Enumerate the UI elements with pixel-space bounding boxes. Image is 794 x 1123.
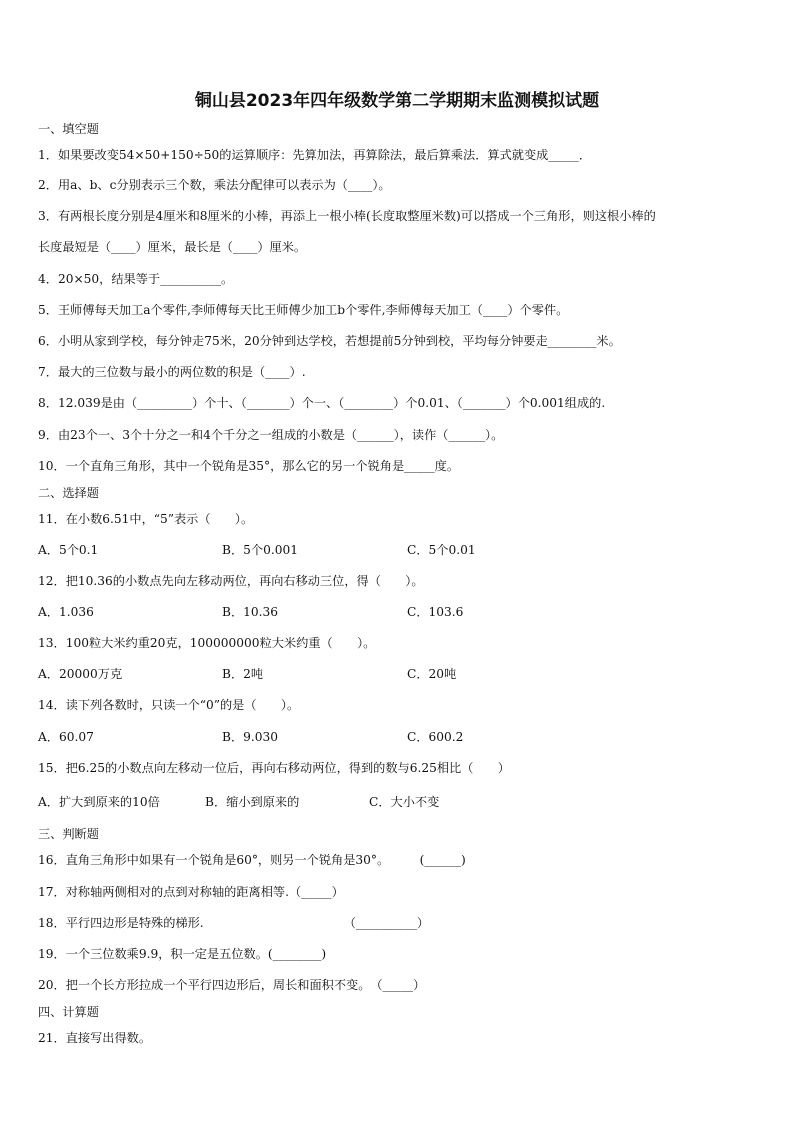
q15-option-a: A．扩大到原来的10倍 [38, 795, 160, 809]
q14-option-a: A．60.07 [38, 730, 94, 744]
section-heading-choice: 二、选择题 [38, 486, 99, 500]
q15-option-c: C．大小不变 [369, 795, 440, 809]
question-20: 20．把一个长方形拉成一个平行四边形后，周长和面积不变。 （_____） [38, 978, 426, 992]
section-heading-true-false: 三、判断题 [38, 827, 99, 841]
q12-option-a: A．1.036 [38, 605, 94, 619]
q14-option-b: B．9.030 [222, 730, 279, 744]
question-1: 1．如果要改变54×50+150÷50的运算顺序：先算加法，再算除法，最后算乘法．算式就变成_____． [38, 148, 592, 162]
page-title: 铜山县2023年四年级数学第二学期期末监测模拟试题 [194, 91, 600, 111]
question-3-line-1: 3．有两根长度分别是4厘米和8厘米的小棒，再添上一根小棒(长度取整厘米数)可以搭成一个三角形，则这根小棒的 [38, 209, 656, 223]
q13-option-b: B．2吨 [222, 667, 264, 681]
q12-option-c: C．103.6 [407, 605, 464, 619]
question-5: 5．王师傅每天加工a个零件,李师傅每天比王师傅少加工b个零件,李师傅每天加工（____）个零件。 [38, 303, 569, 317]
q15-option-b: B．缩小到原来的 [205, 795, 300, 809]
question-19: 19．一个三位数乘9.9，积一定是五位数。(________) [38, 947, 327, 961]
question-3-line-2: 长度最短是（____）厘米，最长是（____）厘米。 [38, 240, 307, 254]
q13-option-a: A．20000万克 [38, 667, 123, 681]
q11-option-b: B．5个0.001 [222, 543, 298, 557]
q12-option-b: B．10.36 [222, 605, 279, 619]
question-17: 17．对称轴两侧相对的点到对称轴的距离相等.（_____） [38, 885, 344, 899]
question-7: 7．最大的三位数与最小的两位数的积是（____）. [38, 365, 306, 379]
question-8: 8．12.039是由（_________）个十、（_______）个一、（________）个0.01、（_______）个0.001组成的. [38, 396, 606, 410]
question-2: 2．用a、b、c分别表示三个数，乘法分配律可以表示为（____）。 [38, 178, 391, 192]
q14-option-c: C．600.2 [407, 730, 464, 744]
question-10: 10．一个直角三角形，其中一个锐角是35°，那么它的另一个锐角是_____度。 [38, 459, 460, 473]
question-4: 4．20×50，结果等于__________。 [38, 272, 234, 286]
question-6: 6．小明从家到学校，每分钟走75米，20分钟到达学校，若想提前5分钟到校，平均每分钟要走________米。 [38, 334, 621, 348]
q11-option-c: C．5个0.01 [407, 543, 476, 557]
question-15: 15．把6.25的小数点向左移动一位后，再向右移动两位，得到的数与6.25相比（ ） [38, 761, 510, 775]
question-18: 18．平行四边形是特殊的梯形. （__________） [38, 916, 430, 930]
question-13: 13．100粒大米约重20克，100000000粒大米约重（ ）。 [38, 636, 376, 650]
section-heading-calculation: 四、计算题 [38, 1005, 99, 1019]
q11-option-a: A．5个0.1 [38, 543, 99, 557]
question-9: 9．由23个一、3个十分之一和4个千分之一组成的小数是（______），读作（______）。 [38, 428, 504, 442]
question-14: 14．读下列各数时，只读一个“0”的是（ ）。 [38, 698, 300, 712]
question-11: 11．在小数6.51中，“5”表示（ ）。 [38, 512, 254, 526]
section-heading-fill-blank: 一、填空题 [38, 122, 99, 136]
question-12: 12．把10.36的小数点先向左移动两位，再向右移动三位，得（ ）。 [38, 574, 424, 588]
question-21: 21．直接写出得数。 [38, 1031, 152, 1045]
q13-option-c: C．20吨 [407, 667, 457, 681]
question-16: 16．直角三角形中如果有一个锐角是60°，则另一个锐角是30°。 (______) [38, 853, 466, 867]
